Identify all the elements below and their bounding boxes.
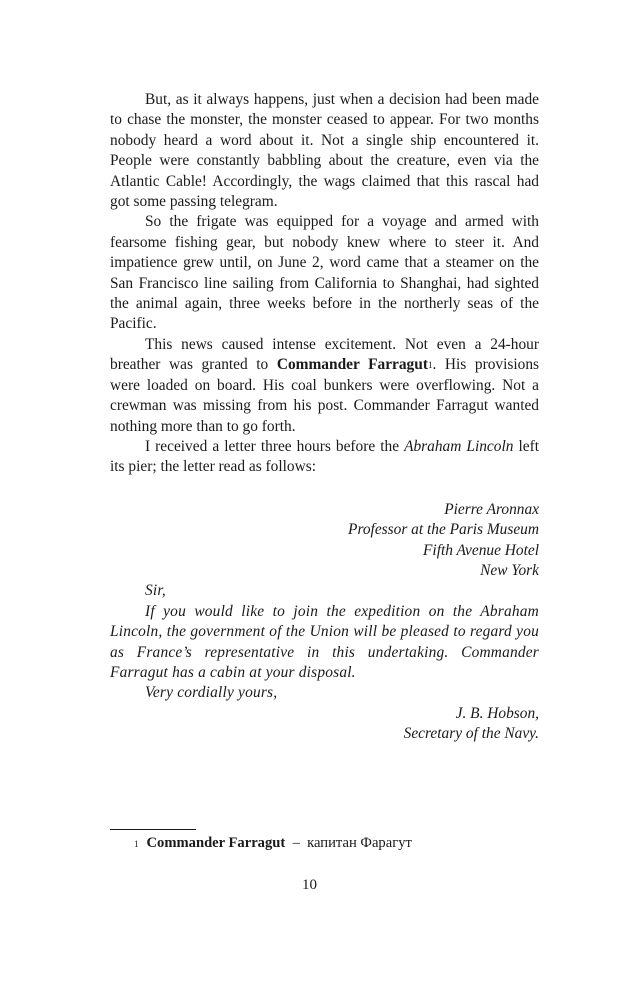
- footnote-translation: капитан Фарагут: [307, 835, 412, 851]
- body-text: [110, 90, 539, 745]
- paragraph-1: But, as it always happens, just when a decision had been made to chase the monster, the monster ceased to appear. For two months nobody heard a word about it. Not a single ship encountered it. People were constantly babbling about the creature, even via the Atlantic Cable! Accordingly, the wags claimed that this rascal had got some passing telegram.: [110, 91, 539, 211]
- footnote-divider: [110, 829, 196, 830]
- footnote: [134, 833, 412, 853]
- footnote-reference[interactable]: 1: [427, 360, 433, 371]
- letter-signature: [110, 704, 539, 745]
- paragraph-4-start: I received a letter three hours before the: [145, 437, 405, 455]
- footnote-number: 1: [134, 839, 139, 849]
- letter-body: [110, 581, 539, 703]
- term-commander-farragut: Commander Farragut: [276, 356, 428, 374]
- page-number: 10: [302, 877, 317, 893]
- signature-title: Secretary of the Navy.: [403, 725, 539, 743]
- paragraph-3-end: . His provisions were loaded on board. His coal bunkers were overflowing. Not a crewman was missing from his post. Commander Farragut wanted nothing more than to go forth.: [110, 356, 540, 435]
- letter-recipient-title: Professor at the Paris Museum: [348, 521, 539, 539]
- footnote-term: Commander Farragut: [146, 835, 286, 851]
- letter-closing: Very cordially yours,: [145, 684, 278, 702]
- letter-address-block: [110, 500, 539, 582]
- letter-recipient-city: New York: [480, 561, 539, 579]
- ship-name: Abraham Lincoln: [404, 437, 514, 455]
- paragraph-4-end: left its pier; the letter read as follows:: [110, 437, 539, 476]
- signature-name: J. B. Hobson,: [455, 704, 539, 722]
- paragraph-2: So the frigate was equipped for a voyage and armed with fearsome fishing gear, but nobody knew where to steer it. And impatience grew until, on June 2, word came that a steamer on the San Francisco line sailing from California to Shanghai, had sighted the animal again, three weeks before in the northerly seas of the Pacific.: [110, 213, 539, 333]
- letter-text: If you would like to join the expedition on the Abraham Lincoln, the government of the Union will be pleased to regard you as France’s representative in this undertaking. Commander Farragut has a cabin at your disposal.: [110, 602, 539, 681]
- letter-salutation: Sir,: [145, 582, 166, 600]
- paragraph-3-start: This news caused intense excitement. Not even a 24-hour breather was granted to: [110, 335, 539, 374]
- letter-recipient-name: Pierre Aronnax: [444, 500, 539, 518]
- paragraph-4: [110, 437, 539, 478]
- footnote-dash: –: [292, 835, 300, 851]
- letter-recipient-hotel: Fifth Avenue Hotel: [423, 541, 539, 559]
- paragraph-3: [110, 335, 539, 437]
